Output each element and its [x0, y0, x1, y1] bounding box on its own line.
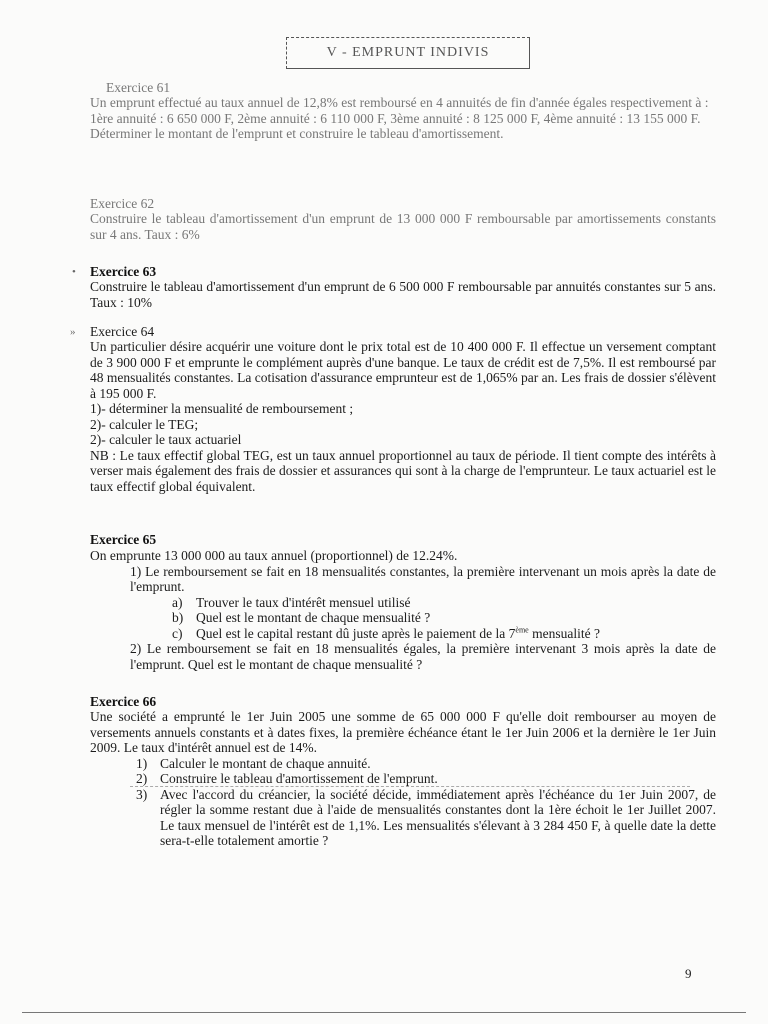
exercise-65	[90, 532, 716, 672]
item-1-key: 1)	[136, 755, 148, 771]
exercise-65-question-b	[90, 610, 716, 626]
question-c-key: c)	[172, 625, 183, 641]
item-2-text: Construire le tableau d'amortissement de l'emprunt.	[160, 771, 438, 786]
exercise-66	[90, 694, 716, 849]
exercise-64	[90, 324, 716, 494]
exercise-63	[90, 264, 716, 310]
exercise-61-line-3: Déterminer le montant de l'emprunt et construire le tableau d'amortissement.	[90, 126, 504, 141]
question-c-superscript: ème	[515, 625, 529, 634]
question-a-key: a)	[172, 594, 183, 610]
exercise-61-line-1: Un emprunt effectué au taux annuel de 12,8% est remboursé en 4 annuités de fin d'année égales respectivement à :	[90, 95, 709, 110]
item-1-text: Calculer le montant de chaque annuité.	[160, 755, 371, 771]
page-title: V - EMPRUNT INDIVIS	[286, 37, 530, 69]
exercise-66-item-2	[90, 771, 716, 787]
exercise-66-intro: Une société a emprunté le 1er Juin 2005 une somme de 65 000 000 F qu'elle doit rembourser au moyen de versements annuels constants et à dates fixes, la première échéance étant le 1er Juin 2006 et la dernière le 1er Juin 2009. Le taux d'intérêt annuel est de 14%.	[90, 709, 716, 755]
item-3-key: 3)	[136, 786, 148, 802]
exercise-62	[90, 196, 716, 242]
exercise-64-note: NB : Le taux effectif global TEG, est un taux annuel proportionnel au taux de période. Il tient compte des intérêts à verser mais également des frais de dossier et assurances qui sont à la charge de l'emprunteur. Le taux actuariel est le taux effectif global équivalent.	[90, 447, 716, 494]
question-b-text: Quel est le montant de chaque mensualité ?	[196, 610, 431, 625]
margin-mark: »	[70, 326, 76, 338]
item-2-key: 2)	[136, 771, 148, 786]
question-a-text: Trouver le taux d'intérêt mensuel utilisé	[196, 594, 411, 610]
exercise-61-title: Exercice 61	[106, 80, 171, 95]
item-3-text: Avec l'accord du créancier, la société décide, immédiatement après l'échéance du 1er Juin 2007, de régler la somme restant due à l'aide de mensualités constantes dont la 1ère échoit le 1er Juillet 2007. Le taux mensuel de l'intérêt est de 1,1%. Les mensualités s'élevant à 3 284 450 F, à quelle date la dette sera-t-elle totalement amortie ?	[160, 786, 716, 848]
exercise-62-line-1: Construire le tableau d'amortissement d'un emprunt de 13 000 000 F remboursable par amortissements constants sur 4 ans. Taux : 6%	[90, 211, 716, 242]
exercise-66-item-3	[90, 787, 716, 849]
exercise-65-question-c	[90, 626, 716, 642]
scan-artifact-line	[130, 786, 690, 787]
margin-mark: •	[72, 266, 76, 278]
exercise-66-item-1	[90, 756, 716, 772]
exercise-66-title: Exercice 66	[90, 694, 157, 709]
exercise-64-title: Exercice 64	[90, 324, 155, 339]
exercise-64-question-2: 2)- calculer le TEG;	[90, 416, 199, 432]
question-c-text-end: mensualité ?	[528, 625, 600, 641]
exercise-62-title: Exercice 62	[90, 196, 155, 211]
exercise-63-title: Exercice 63	[90, 264, 157, 279]
exercise-61	[90, 80, 716, 142]
page-bottom-rule	[22, 1012, 746, 1013]
question-c-text	[196, 626, 600, 642]
exercise-63-line-1: Construire le tableau d'amortissement d'un emprunt de 6 500 000 F remboursable par annuités constantes sur 5 ans. Taux : 10%	[90, 279, 716, 310]
exercise-65-intro: On emprunte 13 000 000 au taux annuel (proportionnel) de 12.24%.	[90, 548, 458, 563]
question-b-key: b)	[172, 610, 184, 625]
page-number: 9	[685, 966, 692, 981]
exercise-65-part-1: 1) Le remboursement se fait en 18 mensualités constantes, la première intervenant un mois après la date de l'emprunt.	[130, 563, 716, 594]
exercise-64-question-1: 1)- déterminer la mensualité de remboursement ;	[90, 401, 354, 416]
exercise-65-title: Exercice 65	[90, 532, 157, 547]
exercise-65-part-2: 2) Le remboursement se fait en 18 mensualités égales, la première intervenant 3 mois après la date de l'emprunt. Quel est le montant de chaque mensualité ?	[130, 641, 716, 672]
question-c-text-start: Quel est le capital restant dû juste après le paiement de la 7	[196, 625, 516, 641]
exercise-64-question-3: 2)- calculer le taux actuariel	[90, 432, 242, 447]
exercise-64-intro: Un particulier désire acquérir une voiture dont le prix total est de 10 400 000 F. Il effectue un versement comptant de 3 900 000 F et emprunte le complément auprès d'une banque. Le taux de crédit est de 7,5%. Il est remboursé par 48 mensualités constantes. La cotisation d'assurance emprunteur est de 1,065% par an. Les frais de dossier s'élèvent à 195 000 F.	[90, 339, 716, 401]
exercise-61-line-2: 1ère annuité : 6 650 000 F, 2ème annuité : 6 110 000 F, 3ème annuité : 8 125 000 F, 4ème annuité : 13 155 000 F.	[90, 110, 701, 126]
exercise-65-question-a	[90, 595, 716, 611]
